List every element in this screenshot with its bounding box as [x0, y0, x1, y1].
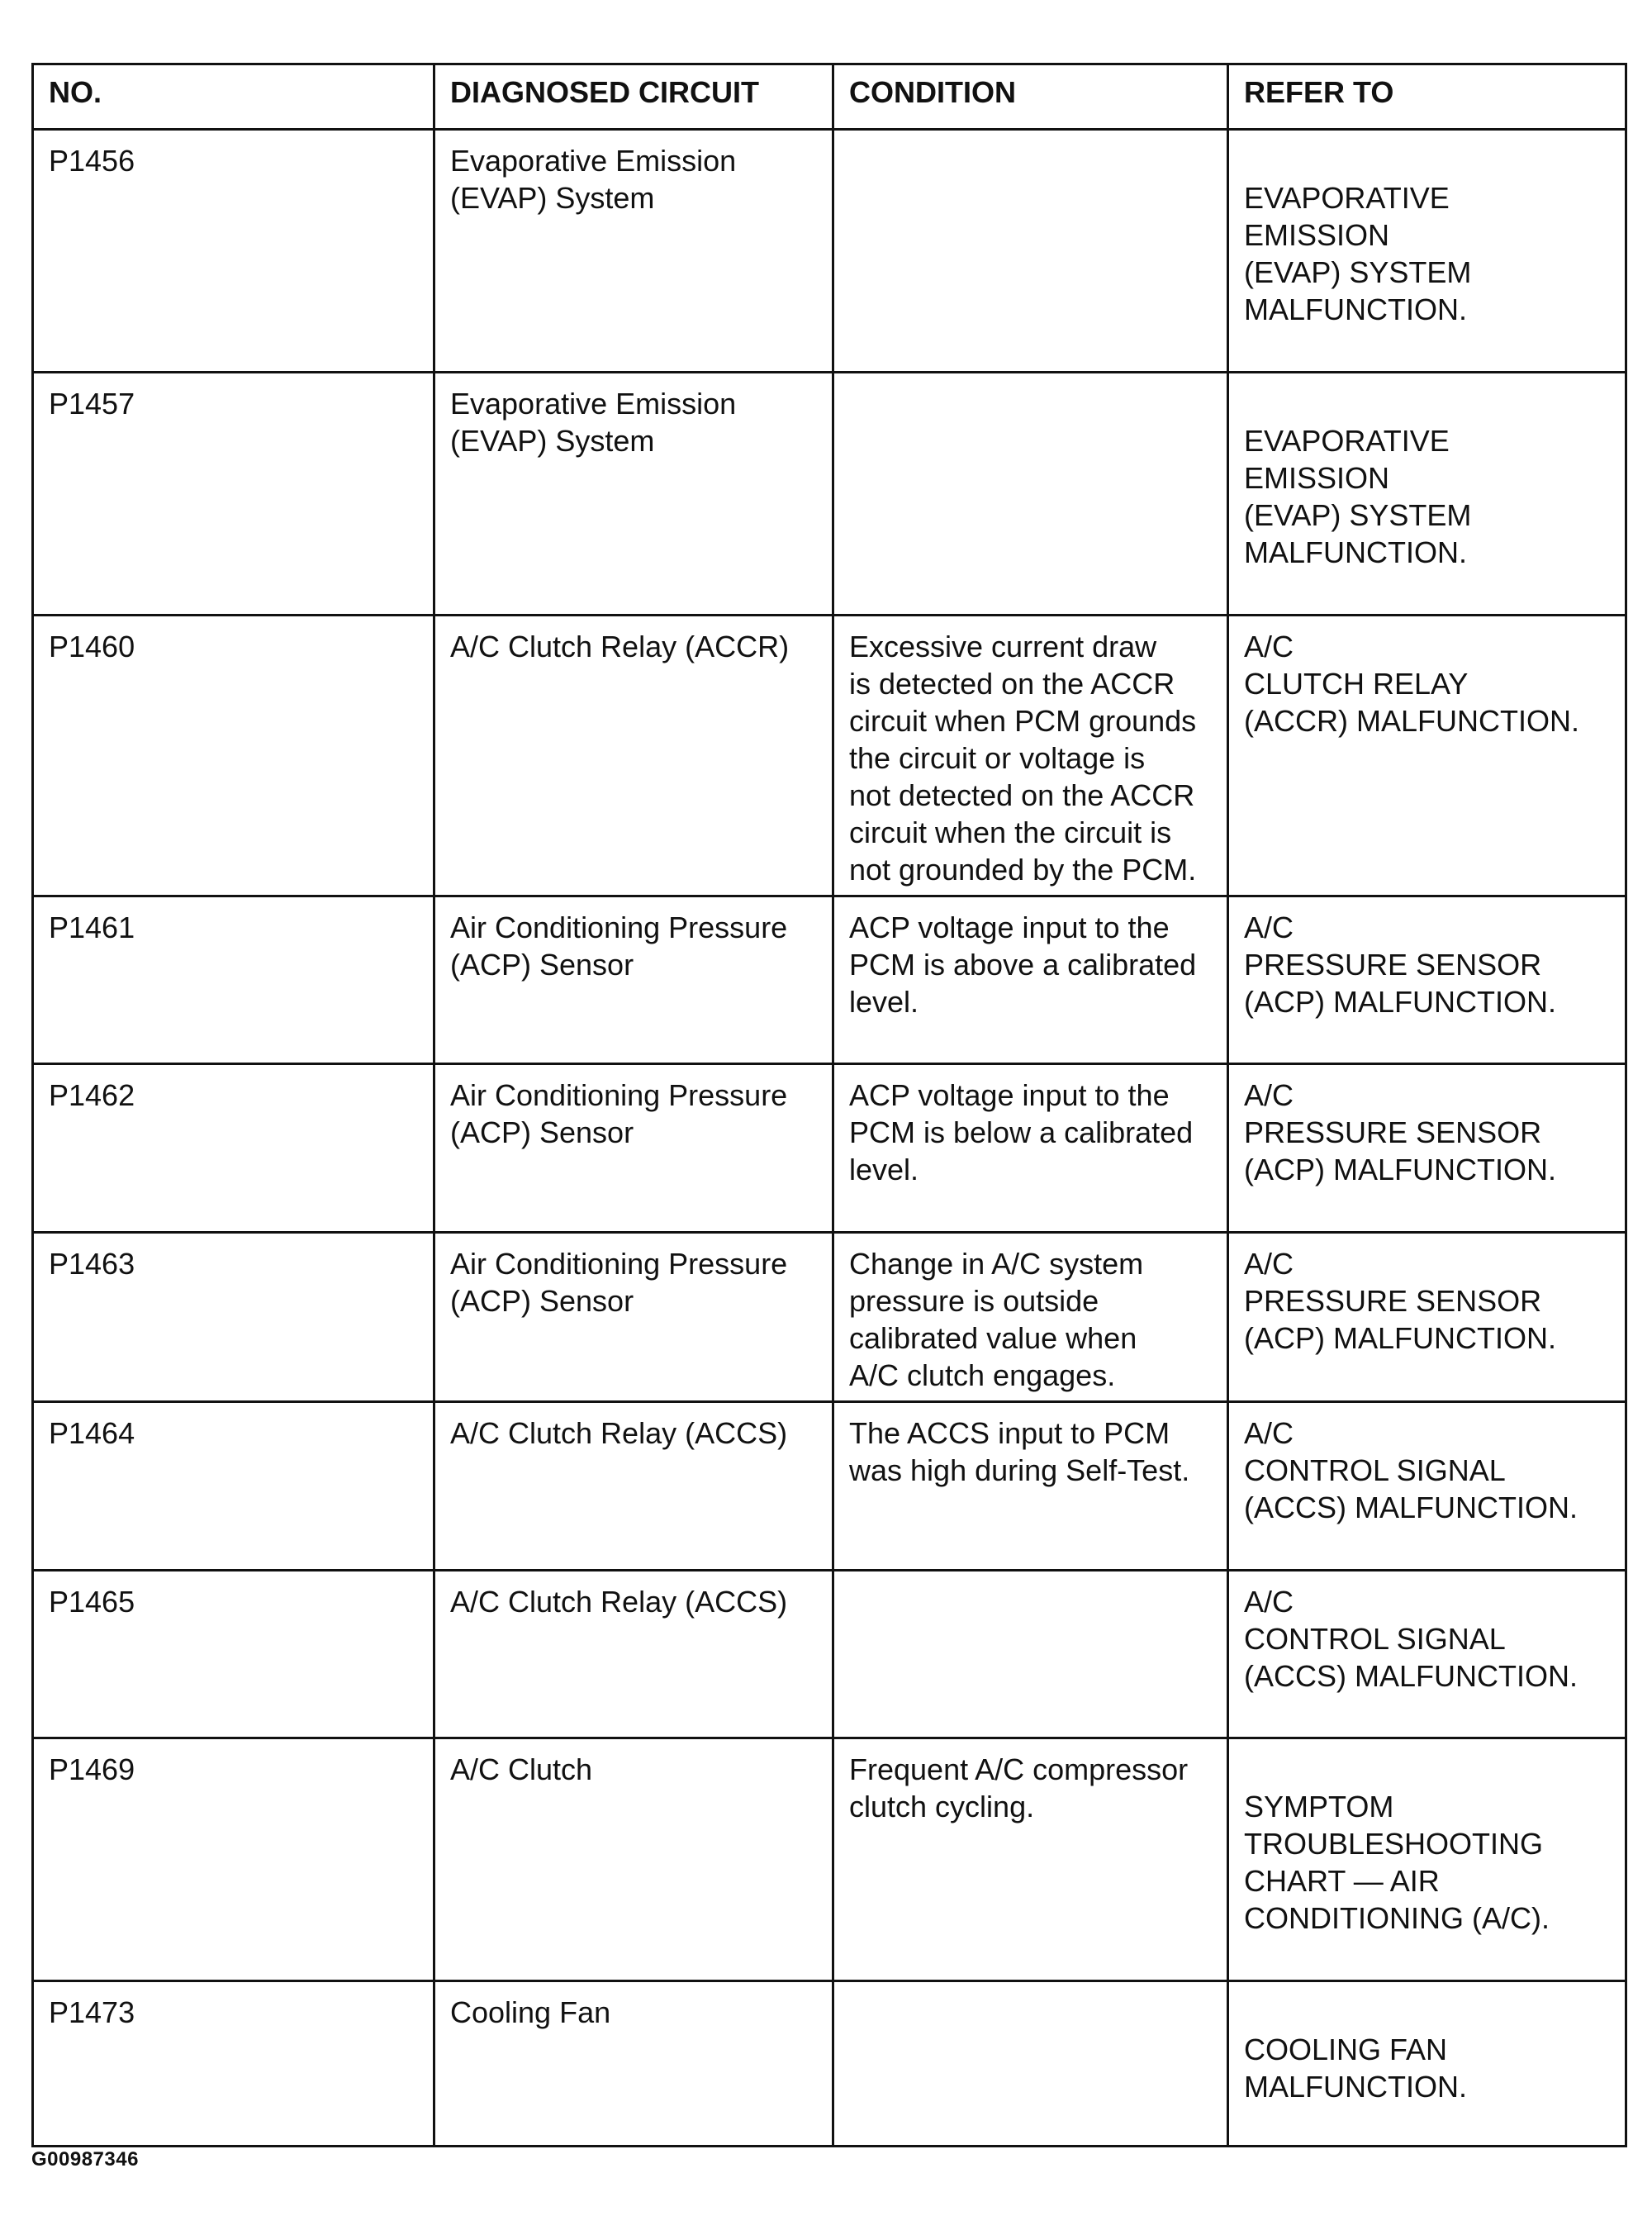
cell-condition: ACP voltage input to the PCM is below a calibrated level.: [833, 1064, 1228, 1233]
table-row: [33, 1571, 1626, 1738]
cell-circuit: A/C Clutch Relay (ACCS): [434, 1571, 833, 1738]
cell-circuit: Air Conditioning Pressure (ACP) Sensor: [434, 896, 833, 1064]
cell-no: P1457: [33, 373, 434, 616]
cell-refer: EVAPORATIVE EMISSION (EVAP) SYSTEM MALFUNCTION.: [1228, 130, 1626, 373]
cell-condition: The ACCS input to PCM was high during Self-Test.: [833, 1402, 1228, 1571]
cell-circuit: Air Conditioning Pressure (ACP) Sensor: [434, 1233, 833, 1402]
cell-no: P1465: [33, 1571, 434, 1738]
figure-id: G00987346: [31, 2148, 139, 2171]
cell-condition: [833, 130, 1228, 373]
cell-condition: [833, 1981, 1228, 2147]
cell-circuit: Evaporative Emission (EVAP) System: [434, 130, 833, 373]
cell-refer: EVAPORATIVE EMISSION (EVAP) SYSTEM MALFUNCTION.: [1228, 373, 1626, 616]
cell-no: P1463: [33, 1233, 434, 1402]
table-row: [33, 1402, 1626, 1571]
cell-refer: COOLING FAN MALFUNCTION.: [1228, 1981, 1626, 2147]
cell-refer: A/C PRESSURE SENSOR (ACP) MALFUNCTION.: [1228, 1064, 1626, 1233]
cell-condition: Excessive current draw is detected on the ACCR circuit when PCM grounds the circuit or voltage is not detected on the ACCR circuit when the circuit is not grounded by the PCM.: [833, 616, 1228, 896]
table-row: [33, 1233, 1626, 1402]
table-row: [33, 616, 1626, 896]
table-row: [33, 1738, 1626, 1981]
cell-no: P1462: [33, 1064, 434, 1233]
cell-no: P1456: [33, 130, 434, 373]
cell-refer: A/C CONTROL SIGNAL (ACCS) MALFUNCTION.: [1228, 1402, 1626, 1571]
cell-circuit: Evaporative Emission (EVAP) System: [434, 373, 833, 616]
header-refer-to: REFER TO: [1228, 64, 1626, 130]
header-condition: CONDITION: [833, 64, 1228, 130]
cell-refer: A/C PRESSURE SENSOR (ACP) MALFUNCTION.: [1228, 1233, 1626, 1402]
cell-no: P1461: [33, 896, 434, 1064]
cell-no: P1473: [33, 1981, 434, 2147]
cell-condition: ACP voltage input to the PCM is above a calibrated level.: [833, 896, 1228, 1064]
cell-refer: SYMPTOM TROUBLESHOOTING CHART — AIR CONDITIONING (A/C).: [1228, 1738, 1626, 1981]
cell-condition: Change in A/C system pressure is outside calibrated value when A/C clutch engages.: [833, 1233, 1228, 1402]
cell-condition: [833, 1571, 1228, 1738]
cell-circuit: A/C Clutch Relay (ACCS): [434, 1402, 833, 1571]
header-diagnosed-circuit: DIAGNOSED CIRCUIT: [434, 64, 833, 130]
cell-circuit: Air Conditioning Pressure (ACP) Sensor: [434, 1064, 833, 1233]
cell-circuit: A/C Clutch Relay (ACCR): [434, 616, 833, 896]
table-row: [33, 1981, 1626, 2147]
cell-condition: Frequent A/C compressor clutch cycling.: [833, 1738, 1228, 1981]
header-no: NO.: [33, 64, 434, 130]
cell-condition: [833, 373, 1228, 616]
cell-refer: A/C CLUTCH RELAY (ACCR) MALFUNCTION.: [1228, 616, 1626, 896]
dtc-table: [31, 63, 1627, 2147]
table-header-row: [33, 64, 1626, 130]
table-row: [33, 896, 1626, 1064]
cell-refer: A/C PRESSURE SENSOR (ACP) MALFUNCTION.: [1228, 896, 1626, 1064]
cell-circuit: A/C Clutch: [434, 1738, 833, 1981]
cell-refer: A/C CONTROL SIGNAL (ACCS) MALFUNCTION.: [1228, 1571, 1626, 1738]
cell-circuit: Cooling Fan: [434, 1981, 833, 2147]
cell-no: P1464: [33, 1402, 434, 1571]
table-row: [33, 1064, 1626, 1233]
cell-no: P1469: [33, 1738, 434, 1981]
table-row: [33, 130, 1626, 373]
table-row: [33, 373, 1626, 616]
cell-no: P1460: [33, 616, 434, 896]
